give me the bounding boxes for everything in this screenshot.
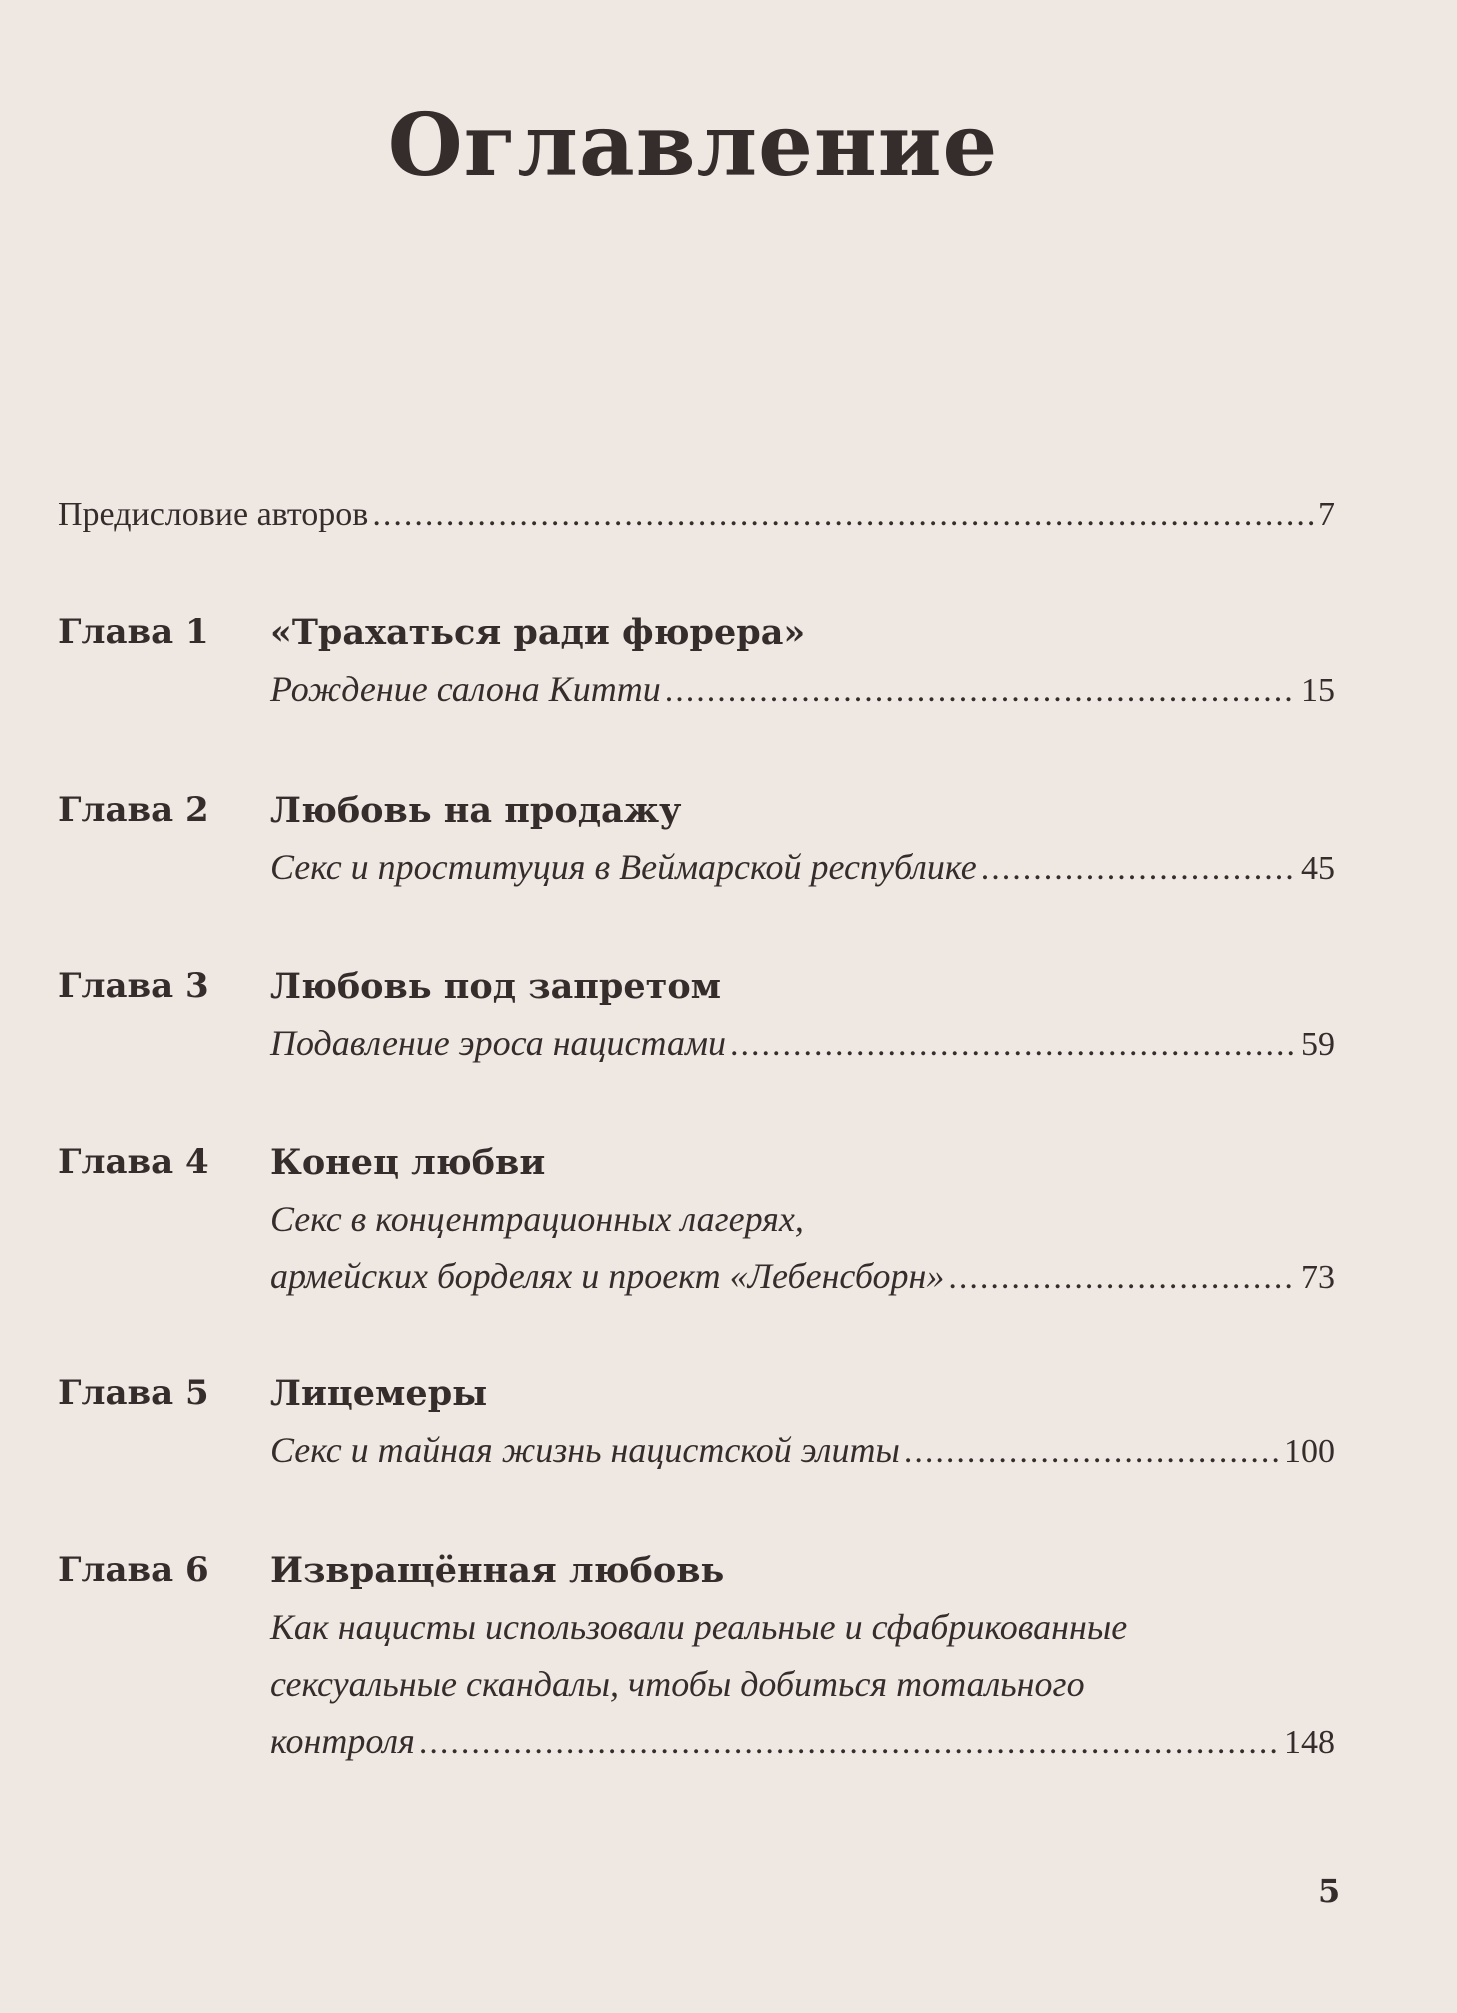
chapter-subtitle: Секс и проституция в Веймарской республике xyxy=(270,847,977,887)
chapter-subtitle-line xyxy=(270,1720,1335,1762)
entry-page: 15 xyxy=(1301,672,1335,709)
toc-entry-preface xyxy=(58,496,1335,534)
chapter-subtitle-line xyxy=(270,1606,1335,1648)
chapter-title: Извращённая любовь xyxy=(270,1550,725,1591)
chapter-subtitle-line xyxy=(270,846,1335,888)
entry-page: 100 xyxy=(1284,1433,1335,1470)
entry-page: 7 xyxy=(1318,496,1335,533)
chapter-subtitle: сексуальные скандалы, чтобы добиться тотального xyxy=(270,1664,1085,1704)
chapter-subtitle-line xyxy=(270,1429,1335,1471)
page-title: Оглавление xyxy=(387,95,999,196)
chapter-title: Лицемеры xyxy=(270,1373,488,1414)
chapter-label: Глава 6 xyxy=(58,1550,209,1590)
chapter-subtitle: Секс и тайная жизнь нацистской элиты xyxy=(270,1430,900,1470)
chapter-label: Глава 1 xyxy=(58,612,209,652)
entry-page: 45 xyxy=(1301,850,1335,887)
chapter-subtitle: армейских борделях и проект «Лебенсборн» xyxy=(270,1256,945,1296)
chapter-subtitle-line xyxy=(270,1663,1335,1705)
chapter-label: Глава 3 xyxy=(58,966,209,1006)
chapter-label: Глава 5 xyxy=(58,1373,209,1413)
dot-leader xyxy=(372,496,1314,534)
chapter-label: Глава 4 xyxy=(58,1142,209,1182)
chapter-label: Глава 2 xyxy=(58,790,209,830)
dot-leader xyxy=(419,1724,1280,1762)
chapter-subtitle: Подавление эроса нацистами xyxy=(270,1023,726,1063)
chapter-subtitle: контроля xyxy=(270,1721,415,1761)
dot-leader xyxy=(665,672,1297,710)
chapter-title: «Трахаться ради фюрера» xyxy=(270,612,806,653)
chapter-subtitle-line xyxy=(270,1198,1335,1240)
dot-leader xyxy=(948,1259,1297,1297)
entry-page: 73 xyxy=(1301,1259,1335,1296)
entry-page: 59 xyxy=(1301,1026,1335,1063)
chapter-subtitle-line xyxy=(270,668,1335,710)
chapter-title: Конец любви xyxy=(270,1142,546,1183)
chapter-subtitle: Рождение салона Китти xyxy=(270,669,661,709)
chapter-subtitle-line xyxy=(270,1022,1335,1064)
page-number: 5 xyxy=(1318,1872,1341,1910)
dot-leader xyxy=(730,1026,1297,1064)
chapter-title: Любовь под запретом xyxy=(270,966,722,1007)
chapter-subtitle: Секс в концентрационных лагерях, xyxy=(270,1199,804,1239)
chapter-subtitle: Как нацисты использовали реальные и сфабрикованные xyxy=(270,1607,1128,1647)
entry-title: Предисловие авторов xyxy=(58,496,369,533)
chapter-title: Любовь на продажу xyxy=(270,790,682,831)
chapter-subtitle-line xyxy=(270,1255,1335,1297)
dot-leader xyxy=(904,1433,1280,1471)
dot-leader xyxy=(981,850,1297,888)
entry-page: 148 xyxy=(1284,1724,1335,1761)
